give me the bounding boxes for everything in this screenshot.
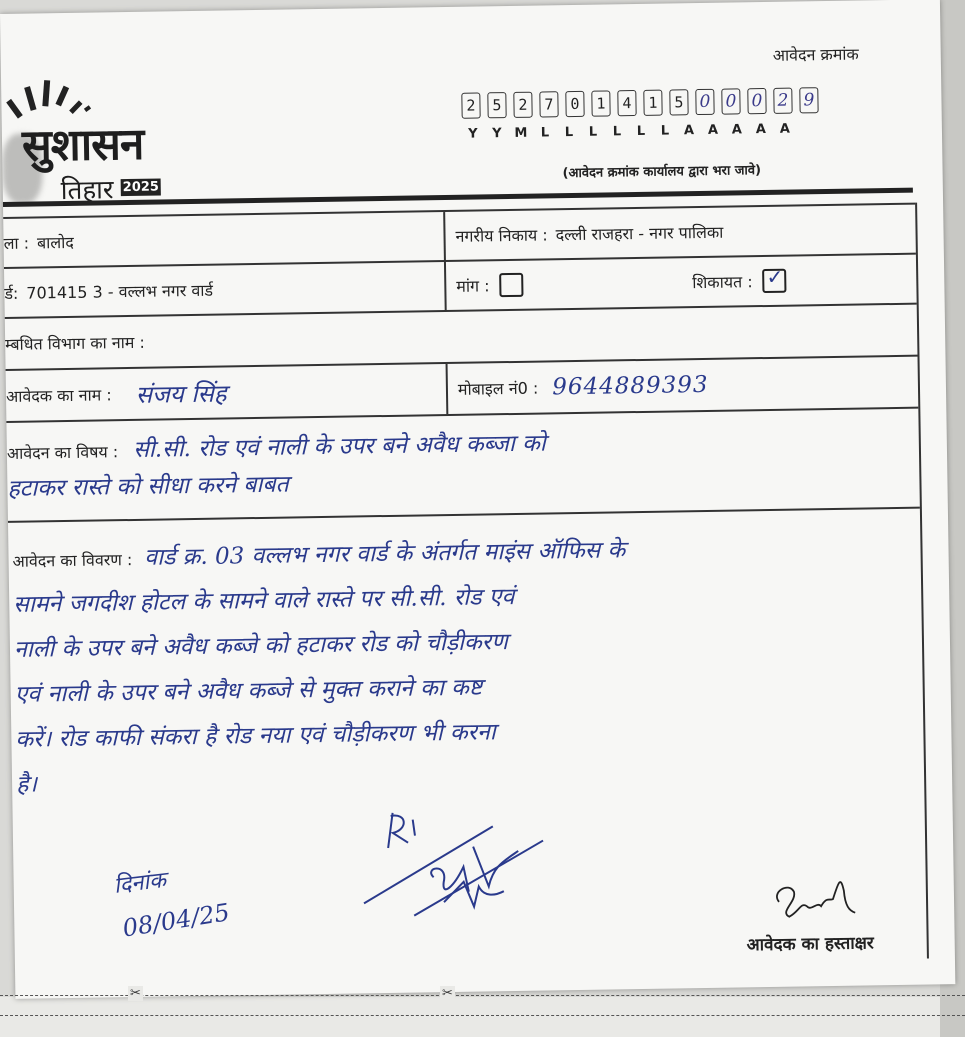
applicant-name-value: संजय सिंह — [135, 378, 227, 409]
scissor-icon: ✂ — [130, 986, 141, 1001]
format-letter: M — [514, 125, 529, 141]
office-note: (आवेदन क्रमांक कार्यालय द्वारा भरा जावे) — [562, 163, 762, 182]
detail-line: नाली के उपर बने अवैध कब्जे को हटाकर रोड को चौड़ीकरण — [13, 629, 508, 663]
format-letter: L — [660, 123, 671, 139]
page-background-bottom — [0, 997, 965, 1037]
format-letter: A — [731, 122, 744, 138]
subject-row — [6, 409, 919, 523]
mobile-label: मोबाइल नं0 : — [457, 378, 539, 399]
format-letter: L — [564, 124, 575, 141]
check-tick-icon: ✓ — [766, 264, 784, 289]
mobile-cell — [458, 357, 914, 414]
urban-body-label: नगरीय निकाय : — [455, 225, 548, 246]
ward-label: र्ड: — [4, 283, 19, 303]
logo-subtitle: तिहार — [60, 175, 114, 207]
application-digit: 1 — [643, 90, 662, 116]
application-digit: 4 — [617, 90, 636, 116]
date-label: दिनांक — [112, 867, 168, 899]
applicant-name-cell — [6, 364, 447, 421]
subject-label: आवेदन का विषय : — [6, 442, 119, 463]
application-digit: 0 — [695, 89, 714, 115]
format-letter: A — [755, 121, 768, 138]
applicant-signature-scribble — [769, 871, 860, 922]
application-digit: 2 — [773, 88, 792, 114]
scissor-icon: ✂ — [442, 986, 453, 1001]
format-letter: A — [779, 121, 792, 137]
detail-label: आवेदन का विवरण : — [12, 549, 133, 571]
format-letter: Y — [492, 126, 503, 142]
application-number-label: आवेदन क्रमांक — [772, 44, 859, 65]
application-digit: 9 — [799, 87, 818, 113]
format-letter: L — [588, 124, 599, 140]
application-number-format — [465, 122, 794, 142]
demand-cell — [456, 259, 657, 310]
application-digit: 2 — [461, 92, 480, 118]
application-digit: 0 — [721, 88, 740, 114]
mobile-value: 9644889393 — [552, 371, 709, 401]
application-digit: 2 — [513, 92, 532, 118]
detail-line: सामने जगदीश होटल के सामने वाले रास्ते पर सी.सी. रोड एवं — [13, 583, 515, 618]
subject-block — [7, 427, 912, 501]
column-divider — [443, 212, 446, 260]
format-letter: Y — [468, 126, 479, 142]
application-digit: 5 — [487, 92, 506, 118]
date-value: 08/04/25 — [120, 898, 232, 943]
complaint-cell — [692, 255, 913, 306]
signature-label: आवेदक का हस्ताक्षर — [746, 933, 874, 956]
ward-value: 701415 3 - वल्लभ नगर वार्ड — [26, 280, 214, 303]
demand-label: मांग : — [456, 276, 490, 296]
application-digit: 7 — [539, 91, 558, 117]
format-letter: A — [683, 123, 696, 139]
application-digit: 1 — [591, 90, 610, 116]
urban-body-value: दल्ली राजहरा - नगर पालिका — [555, 222, 724, 245]
detail-line: करें। रोड काफी संकरा है रोड नया एवं चौड़ीकरण भी करना — [15, 719, 496, 753]
format-letter: L — [540, 125, 551, 141]
detail-line: है। — [15, 771, 38, 798]
application-number-boxes — [461, 87, 818, 119]
application-digit: 0 — [747, 88, 766, 114]
cut-line-lower — [0, 1015, 965, 1016]
detail-line-text: वार्ड क्र. 03 वल्लभ नगर वार्ड के अंतर्गत माइंस ऑफिस के — [144, 537, 626, 571]
application-digit: 0 — [565, 91, 584, 117]
urban-body-cell — [455, 205, 911, 260]
department-label: म्बधित विभाग का नाम : — [5, 332, 145, 354]
column-divider — [446, 364, 449, 414]
subject-line: हटाकर रास्ते को सीधा करने बाबत — [7, 471, 289, 502]
district-value: बालोद — [36, 232, 74, 253]
logo-year: 2025 — [121, 178, 161, 196]
format-letter: L — [612, 124, 623, 140]
applicant-name-label: आवेदक का नाम : — [5, 385, 112, 406]
complaint-checkbox[interactable] — [762, 264, 786, 293]
district-cell — [3, 212, 444, 267]
subject-line: सी.सी. रोड एवं नाली के उपर बने अवैध कब्जा को — [133, 430, 546, 463]
column-divider — [444, 262, 447, 310]
format-letter: A — [707, 122, 720, 138]
application-digit: 5 — [669, 89, 688, 115]
cut-line — [0, 986, 965, 1001]
district-label: ला : — [3, 233, 30, 253]
detail-line: एवं नाली के उपर बने अवैध कब्जे से मुक्त कराने का कष्ट — [14, 674, 483, 708]
demand-checkbox[interactable] — [499, 273, 523, 297]
format-letter: L — [636, 123, 647, 140]
ward-cell — [4, 262, 445, 317]
detail-block — [12, 524, 921, 808]
complaint-label: शिकायत : — [692, 272, 753, 293]
official-initials-scribble — [353, 805, 555, 918]
logo-title: सुशासन — [21, 118, 144, 172]
